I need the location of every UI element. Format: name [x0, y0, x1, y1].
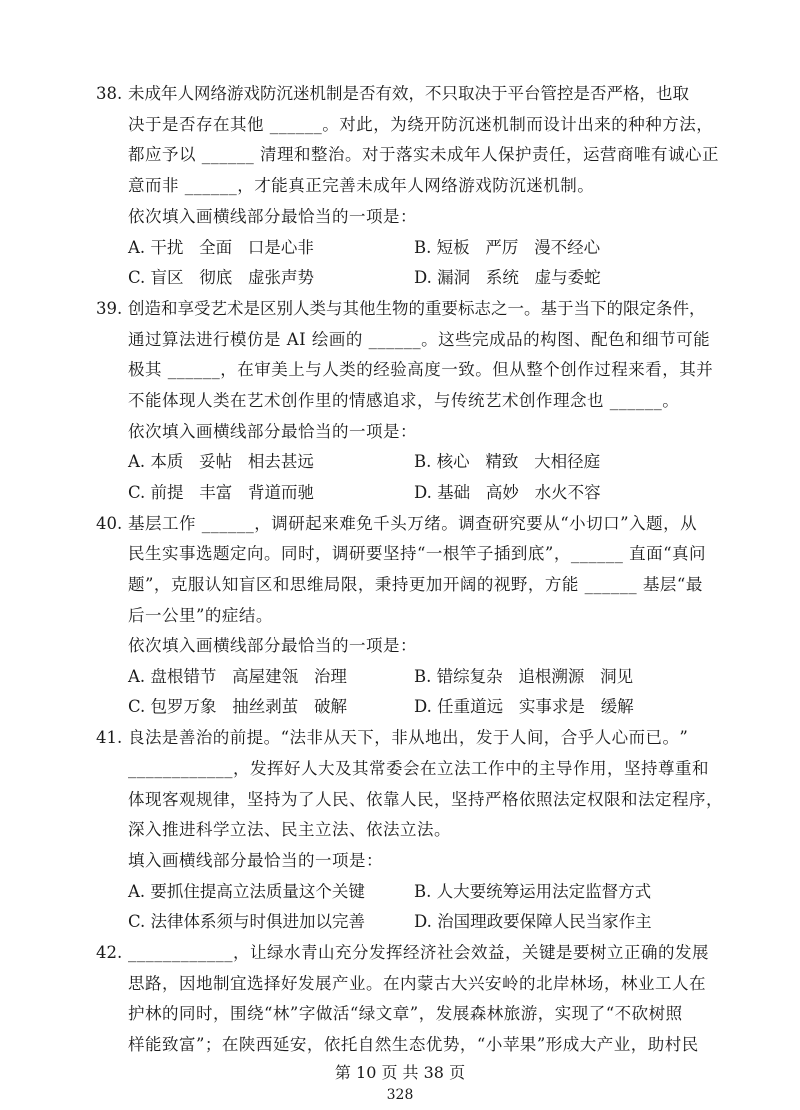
question-text-line: 意而非 ______，才能真正完善未成年人网络游戏防沉迷机制。 [128, 176, 595, 195]
question-text-line: 题”，克服认知盲区和思维局限，秉持更加开阔的视野，方能 ______ 基层“最 [128, 575, 703, 594]
option-a[interactable]: A. 本质 妥帖 相去甚远 [128, 452, 314, 471]
question-text-line: 不能体现人类在艺术创作里的情感追求，与传统艺术创作理念也 ______。 [128, 391, 680, 410]
question-text-line: 体现客观规律，坚持为了人民、依靠人民，坚持严格依照法定权限和法定程序， [128, 790, 723, 809]
option-a[interactable]: A. 盘根错节 高屋建瓴 治理 [128, 667, 347, 686]
question-text-line: 通过算法进行模仿是 AI 绘画的 ______。这些完成品的构图、配色和细节可能 [128, 330, 711, 349]
question-prompt: 依次填入画横线部分最恰当的一项是： [128, 636, 417, 655]
option-d[interactable]: D. 基础 高妙 水火不容 [414, 483, 601, 502]
option-c[interactable]: C. 法律体系须与时俱进加以完善 [128, 912, 366, 931]
question-number: 39. [96, 299, 123, 318]
question-text-line: 后一公里”的症结。 [128, 606, 273, 625]
question-text-line: ____________，发挥好人大及其常委会在立法工作中的主导作用，坚持尊重和 [128, 759, 709, 778]
option-d[interactable]: D. 漏洞 系统 虚与委蛇 [414, 268, 601, 287]
question-number: 41. [96, 728, 123, 747]
option-d[interactable]: D. 任重道远 实事求是 缓解 [414, 697, 634, 716]
page-label: 第 10 页 共 38 页 [334, 1063, 466, 1082]
page-number: 328 [386, 1087, 414, 1103]
option-b[interactable]: B. 短板 严厉 漫不经心 [414, 238, 601, 257]
option-a[interactable]: A. 干扰 全面 口是心非 [128, 238, 314, 257]
option-c[interactable]: C. 包罗万象 抽丝剥茧 破解 [128, 697, 347, 716]
question-text-line: 基层工作 ______，调研起来难免千头万绪。调查研究要从“小切口”入题，从 [128, 514, 698, 533]
question-prompt: 填入画横线部分最恰当的一项是： [128, 851, 383, 870]
question-text-line: 未 成 年 人 网 络 游 戏 防 沉 迷 机 制 是 否 有 效 ， 不 只 取 决 于 平 台 管 控 是 否 严 格 ， 也 取 [128, 84, 689, 103]
question-number: 42. [96, 943, 123, 962]
question-text-line: 决于是否存在其他 ______。对此，为绕开防沉迷机制而设计出来的种种方法， [128, 115, 714, 134]
question-prompt: 依次填入画横线部分最恰当的一项是： [128, 207, 417, 226]
question-text-line: 样能致富”；在陕西延安，依托自然生态优势，“小苹果”形成大产业，助村民 [128, 1035, 699, 1054]
question-prompt: 依次填入画横线部分最恰当的一项是： [128, 422, 417, 441]
question-number: 38. [96, 84, 123, 103]
question-text-line: 都应予以 ______ 清理和整治。对于落实未成年人保护责任，运营商唯有诚心正 [128, 145, 719, 164]
option-d[interactable]: D. 治国理政要保障人民当家作主 [414, 912, 652, 931]
question-number: 40. [96, 514, 123, 533]
option-a[interactable]: A. 要抓住提高立法质量这个关键 [128, 882, 365, 901]
question-text-line: ____________，让绿水青山充分发挥经济社会效益，关键是要树立正确的发展 [128, 943, 709, 962]
question-text-line: 良 法 是 善 治 的 前 提 。 “ 法 非 从 天 下 ， 非 从 地 出 ， 发 于 人 间 ， 合 乎 人 心 而 已 。 ” [128, 728, 688, 747]
question-text-line: 深入推进科学立法、民主立法、依法立法。 [128, 820, 451, 839]
question-text-line: 思路，因地制宜选择好发展产业。在内蒙古大兴安岭的北岸林场，林业工人在 [128, 974, 706, 993]
question-text-line: 创 造 和 享 受 艺 术 是 区 别 人 类 与 其 他 生 物 的 重 要 标 志 之 一 。 基 于 当 下 的 限 定 条 件 ， [128, 299, 706, 318]
question-text-line: 极其 ______，在审美上与人类的经验高度一致。但从整个创作过程来看，其并 [128, 360, 714, 379]
question-text-line: 民生实事选题定向。同时，调研要坚持“一根竿子插到底”，______ 直面“真问 [128, 544, 707, 563]
option-c[interactable]: C. 前提 丰富 背道而驰 [128, 483, 314, 502]
option-b[interactable]: B. 人大要统筹运用法定监督方式 [414, 882, 652, 901]
option-b[interactable]: B. 错综复杂 追根溯源 洞见 [414, 667, 634, 686]
option-c[interactable]: C. 盲区 彻底 虚张声势 [128, 268, 314, 287]
option-b[interactable]: B. 核心 精致 大相径庭 [414, 452, 601, 471]
question-text-line: 护林的同时，围绕“林”字做活“绿文章”，发展森林旅游，实现了“不砍树照 [128, 1004, 683, 1023]
